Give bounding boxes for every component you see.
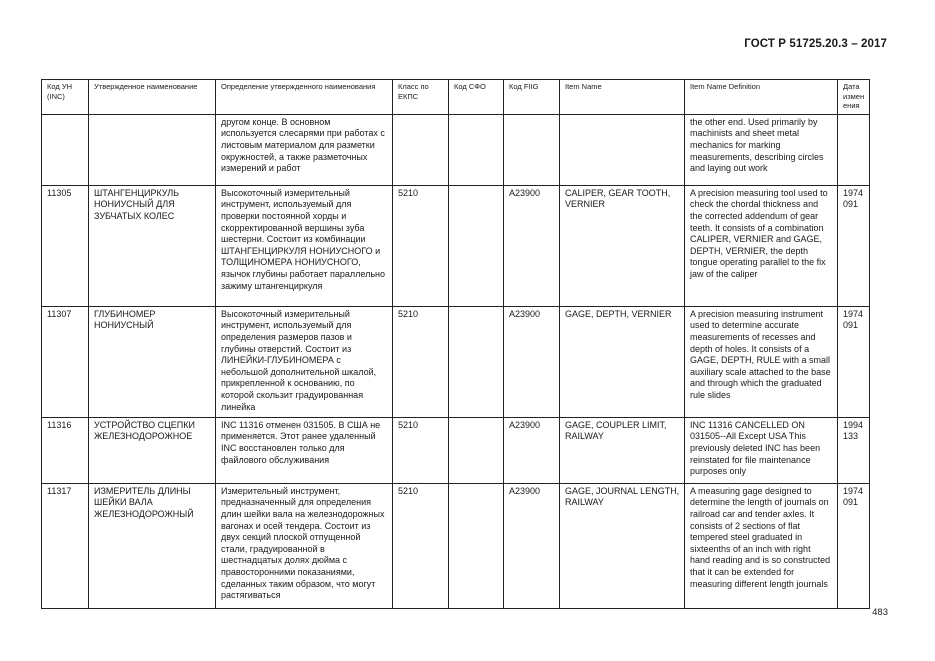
cell-sfo [449,483,504,608]
cell-item-definition: the other end. Used primarily by machinists and sheet metal mechanics for marking measurements, describing circles and laying out work [685,114,838,185]
cell-sfo [449,114,504,185]
col-header-item-definition: Item Name Definition [685,80,838,115]
cell-sfo [449,185,504,306]
cell-item-definition: A precision measuring instrument used to determine accurate measurements of recesses and depth of holes. It consists of a GAGE, DEPTH, RULE with a small auxiliary scale attached to the base and through which the graduated rule slides [685,306,838,417]
cell-item-name: CALIPER, GEAR TOOTH, VERNIER [560,185,685,306]
cell-class: 5210 [393,483,449,608]
cell-name: ИЗМЕРИТЕЛЬ ДЛИНЫ ШЕЙКИ ВАЛА ЖЕЛЕЗНОДОРОЖНЫЙ [89,483,216,608]
table-row [42,483,870,608]
cell-inc: 11316 [42,417,89,483]
page-number: 483 [872,607,888,618]
cell-fiig [504,114,560,185]
col-header-fiig: Код FIIG [504,80,560,115]
cell-definition: другом конце. В основном используется слесарями при работах с листовым материалом для разметки окружностей, а также разметочных измерений и работ [216,114,393,185]
cell-inc [42,114,89,185]
col-header-class: Класс по ЕКПС [393,80,449,115]
cell-sfo [449,417,504,483]
table-row [42,114,870,185]
cell-inc: 11317 [42,483,89,608]
col-header-inc: Код УН (INC) [42,80,89,115]
cell-definition: Высокоточный измерительный инструмент, используемый для определения размеров пазов и глубины отверстий. Состоит из ЛИНЕЙКИ-ГЛУБИНОМЕРА с небольшой дополнительной шкалой, прикрепленной к основанию, по которой скользит градуированная линейка [216,306,393,417]
cell-fiig: A23900 [504,306,560,417]
cell-class [393,114,449,185]
cell-class: 5210 [393,185,449,306]
document-standard-number: ГОСТ Р 51725.20.3 – 2017 [744,38,887,50]
cell-class: 5210 [393,306,449,417]
cell-name: ГЛУБИНОМЕР НОНИУСНЫЙ [89,306,216,417]
cell-fiig: A23900 [504,185,560,306]
classification-table [41,79,870,609]
cell-date: 1974091 [838,185,870,306]
table-row [42,185,870,306]
table-row [42,306,870,417]
cell-fiig: A23900 [504,417,560,483]
cell-fiig: A23900 [504,483,560,608]
cell-date: 1974091 [838,483,870,608]
cell-name [89,114,216,185]
cell-item-definition: INC 11316 CANCELLED ON 031505--All Except USA This previously deleted INC has been reinstated for file maintenance purposes only [685,417,838,483]
col-header-sfo: Код СФО [449,80,504,115]
cell-inc: 11305 [42,185,89,306]
col-header-name: Утвержденное наименование [89,80,216,115]
cell-date: 1974091 [838,306,870,417]
table-row [42,417,870,483]
cell-definition: Высокоточный измерительный инструмент, используемый для проверки постоянной хорды и скорректированной вершины зуба шестерни. Состоит из комбинации ШТАНГЕНЦИРКУЛЯ НОНИУСНОГО и ТОЛЩИНОМЕРА НОНИУСНОГО, язычок глубины работает параллельно зажиму штангенциркуля [216,185,393,306]
cell-item-name: GAGE, JOURNAL LENGTH, RAILWAY [560,483,685,608]
cell-name: УСТРОЙСТВО СЦЕПКИ ЖЕЛЕЗНОДОРОЖНОЕ [89,417,216,483]
cell-inc: 11307 [42,306,89,417]
cell-date: 1994133 [838,417,870,483]
cell-item-definition: A precision measuring tool used to check the chordal thickness and the corrected addendum of gear teeth. It consists of a combination CALIPER, VERNIER and GAGE, DEPTH, VERNIER, the depth tongue operating parallel to the fix jaw of the caliper [685,185,838,306]
cell-date [838,114,870,185]
col-header-date: Дата изменения [838,80,870,115]
cell-name: ШТАНГЕНЦИРКУЛЬ НОНИУСНЫЙ ДЛЯ ЗУБЧАТЫХ КОЛЕС [89,185,216,306]
cell-item-definition: A measuring gage designed to determine the length of journals on railroad car and tender axles. It consists of 2 sections of flat tempered steel graduated in sixteenths of an inch with right hand reading and is so constructed that it can be extended for measuring different length journals [685,483,838,608]
cell-item-name: GAGE, DEPTH, VERNIER [560,306,685,417]
cell-item-name [560,114,685,185]
col-header-definition: Определение утвержденного наименования [216,80,393,115]
cell-definition: INC 11316 отменен 031505. В США не применяется. Этот ранее удаленный INC восстановлен только для файлового обслуживания [216,417,393,483]
col-header-item-name: Item Name [560,80,685,115]
table-header-row [42,80,870,115]
cell-class: 5210 [393,417,449,483]
cell-definition: Измерительный инструмент, предназначенный для определения длин шейки вала на железнодорожных вагонах и осей тендера. Состоит из двух секций плоской отпущенной стали, градуированной в шестнадцатых долях дюйма с правосторонними показаниями, сделанных таким образом, что могут растягиваться [216,483,393,608]
cell-item-name: GAGE, COUPLER LIMIT, RAILWAY [560,417,685,483]
cell-sfo [449,306,504,417]
